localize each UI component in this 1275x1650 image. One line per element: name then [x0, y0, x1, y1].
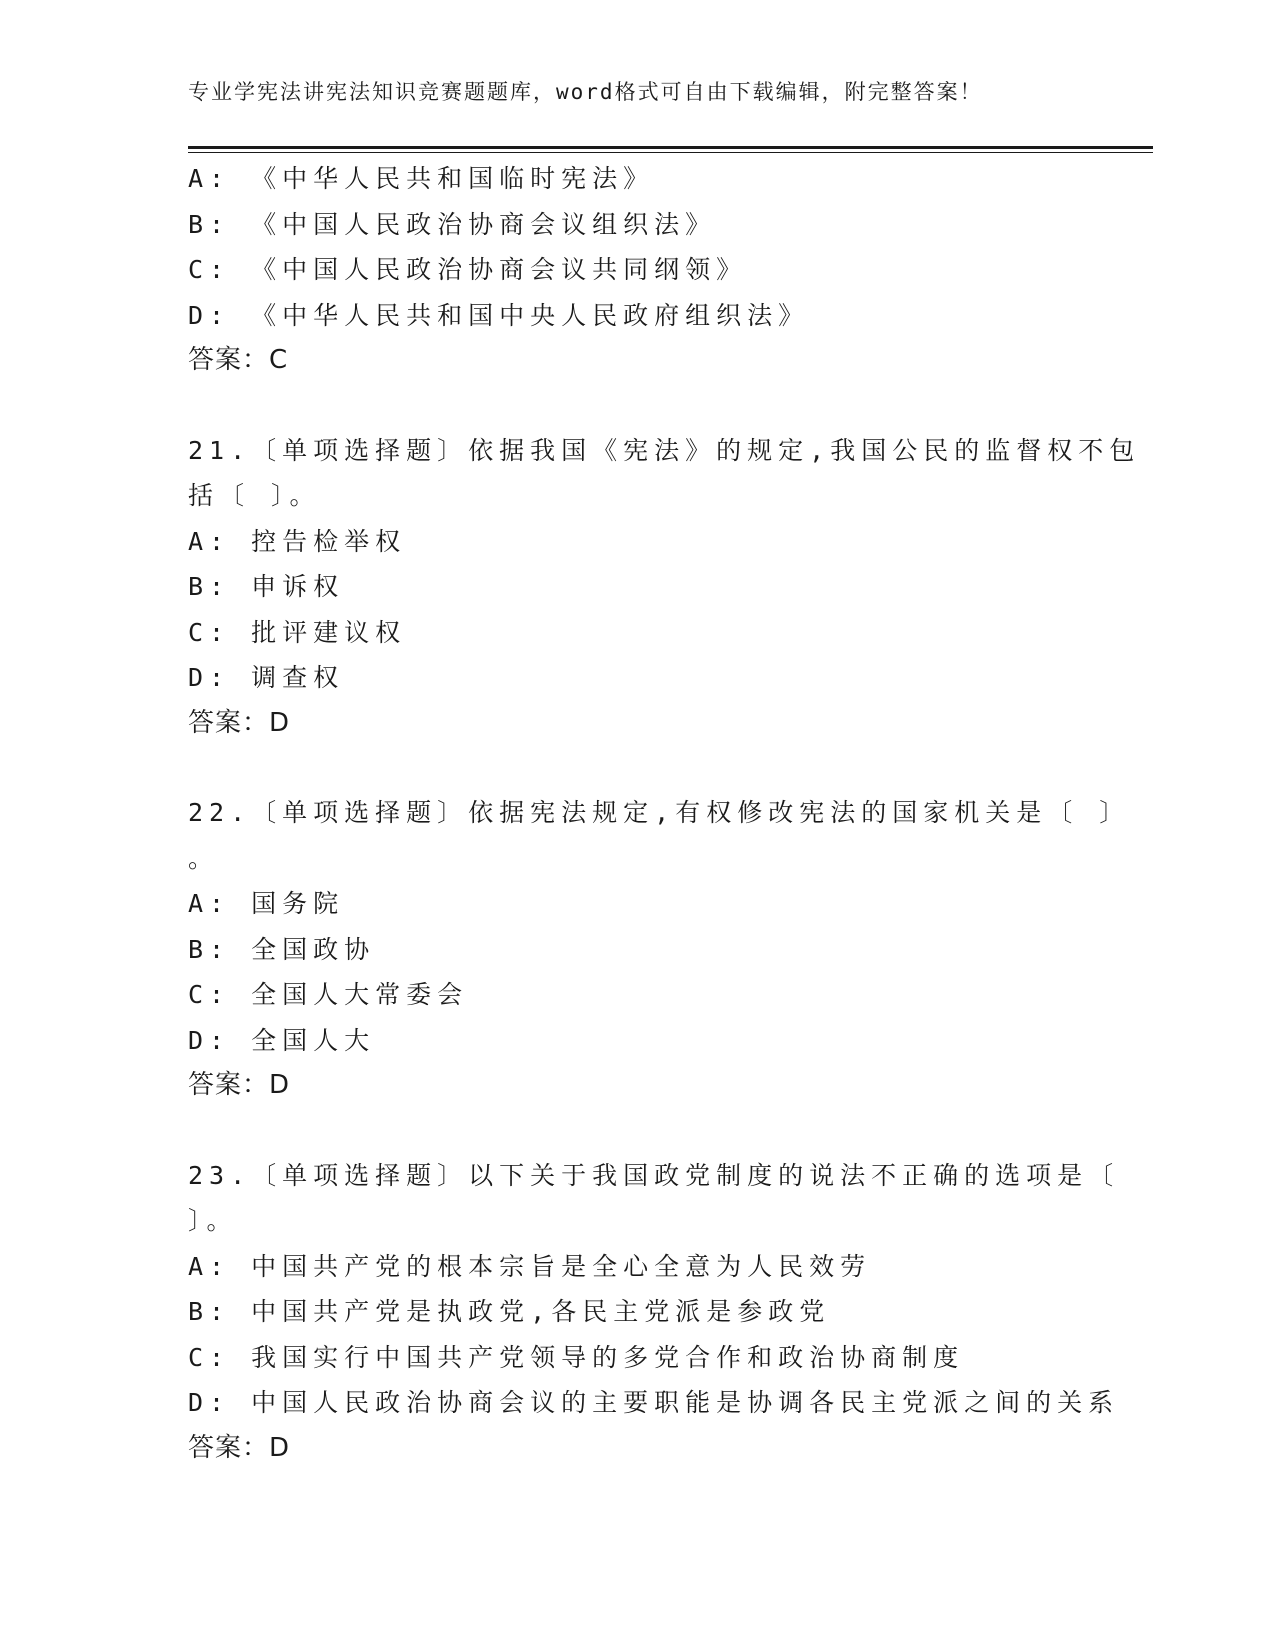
question-block-20	[188, 156, 1088, 384]
question-block-21	[188, 428, 1141, 747]
question-text-cont: 括〔 〕。	[188, 481, 321, 510]
question-text-cont: 〕。	[188, 1206, 238, 1235]
option-c: C: 批评建议权	[188, 617, 407, 647]
option-d: D: 全国人大	[188, 1025, 376, 1055]
header-rule-thick	[188, 146, 1153, 149]
option-b: B: 全国政协	[188, 934, 376, 964]
option-c: C: 全国人大常委会	[188, 980, 469, 1009]
option-b: B: 《中国人民政治协商会议组织法》	[188, 209, 717, 239]
option-b: B: 中国共产党是执政党,各民主党派是参政党	[188, 1297, 831, 1326]
question-text: 21.〔单项选择题〕依据我国《宪法》的规定,我国公民的监督权不包	[188, 435, 1141, 465]
question-list	[188, 156, 1141, 1471]
block-spacer	[188, 384, 1088, 428]
option-c: C: 《中国人民政治协商会议共同纲领》	[188, 255, 748, 284]
answer-line: 答案：D	[188, 1432, 291, 1463]
answer-line: 答案：D	[188, 707, 291, 738]
option-a: A: 控告检举权	[188, 526, 407, 556]
option-a: A: 中国共产党的根本宗旨是全心全意为人民效劳	[188, 1251, 872, 1281]
option-d: D: 《中华人民共和国中央人民政府组织法》	[188, 300, 810, 330]
question-text-cont: 。	[188, 843, 220, 873]
block-spacer	[188, 746, 1088, 790]
option-a: A: 《中华人民共和国临时宪法》	[188, 164, 655, 193]
question-block-22	[188, 790, 1131, 1109]
option-d: D: 调查权	[188, 663, 345, 692]
answer-line: 答案：C	[188, 345, 289, 375]
answer-line: 答案：D	[188, 1070, 291, 1100]
option-b: B: 申诉权	[188, 572, 345, 601]
question-block-23	[188, 1153, 1120, 1472]
option-c: C: 我国实行中国共产党领导的多党合作和政治协商制度	[188, 1342, 965, 1372]
page-header: 专业学宪法讲宪法知识竞赛题题库，word格式可自由下载编辑，附完整答案！	[188, 80, 983, 104]
header-rule-thin	[188, 152, 1153, 153]
option-a: A: 国务院	[188, 889, 345, 918]
question-text: 22.〔单项选择题〕依据宪法规定,有权修改宪法的国家机关是〔 〕	[188, 798, 1131, 827]
question-text: 23.〔单项选择题〕以下关于我国政党制度的说法不正确的选项是〔	[188, 1160, 1120, 1190]
option-d: D: 中国人民政治协商会议的主要职能是协调各民主党派之间的关系	[188, 1388, 1120, 1417]
block-spacer	[188, 1109, 1088, 1153]
